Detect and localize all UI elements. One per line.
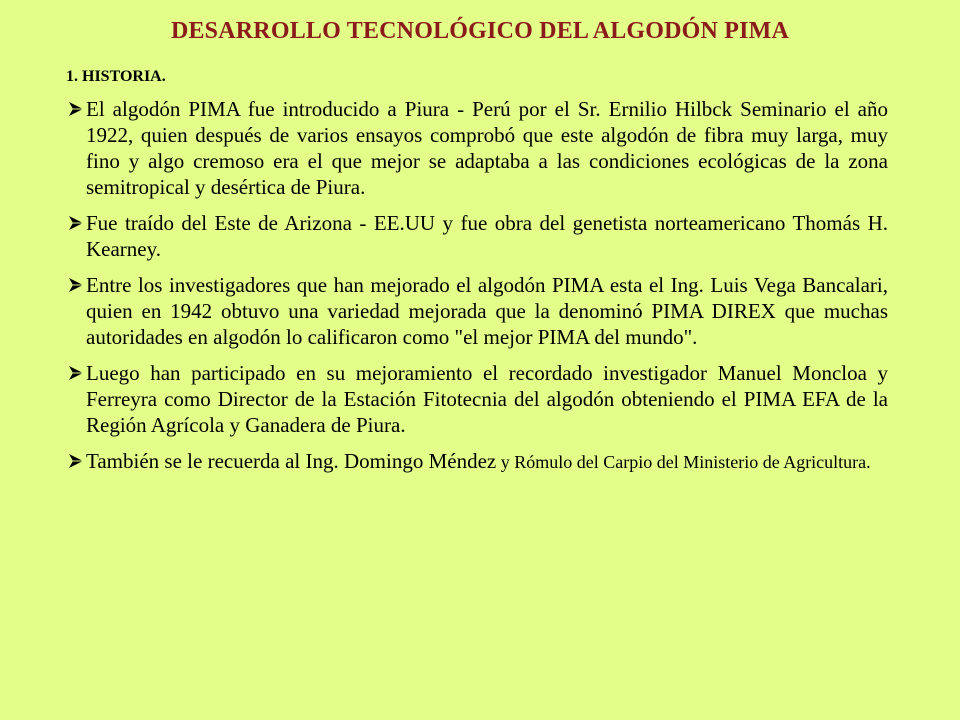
bullet-item	[68, 272, 888, 350]
arrowhead-bullet-icon	[68, 453, 84, 469]
bullet-text: También se le recuerda al Ing. Domingo Méndez	[86, 449, 497, 473]
bullet-text: Fue traído del Este de Arizona - EE.UU y fue obra del genetista norteamericano Thomás H. Kearney.	[86, 211, 888, 261]
arrowhead-bullet-icon	[68, 277, 84, 293]
arrowhead-bullet-icon	[68, 215, 84, 231]
bullet-text-small: y Rómulo del Carpio del Ministerio de Agricultura.	[496, 452, 871, 472]
page-title: DESARROLLO TECNOLÓGICO DEL ALGODÓN PIMA	[170, 18, 790, 44]
bullet-list	[68, 96, 888, 485]
bullet-text: Luego han participado en su mejoramiento el recordado investigador Manuel Moncloa y Ferreyra como Director de la Estación Fitotecnia del algodón obteniendo el PIMA EFA de la Región Agrícola y Ganadera de Piura.	[86, 361, 888, 437]
bullet-item	[68, 360, 888, 438]
arrowhead-bullet-icon	[68, 101, 84, 117]
bullet-text: Entre los investigadores que han mejorado el algodón PIMA esta el Ing. Luis Vega Bancalari, quien en 1942 obtuvo una variedad mejorada que la denominó PIMA DIREX que muchas autoridades en algodón lo calificaron como "el mejor PIMA del mundo".	[86, 273, 888, 349]
bullet-item	[68, 96, 888, 200]
bullet-item	[68, 210, 888, 262]
bullet-text: El algodón PIMA fue introducido a Piura - Perú por el Sr. Ernilio Hilbck Seminario el año 1922, quien después de varios ensayos comprobó que este algodón de fibra muy larga, muy fino y algo cremoso era el que mejor se adaptaba a las condiciones ecológicas de la zona semitropical y desértica de Piura.	[86, 97, 888, 199]
bullet-item	[68, 448, 888, 475]
section-heading: 1. HISTORIA.	[66, 68, 166, 85]
arrowhead-bullet-icon	[68, 365, 84, 381]
